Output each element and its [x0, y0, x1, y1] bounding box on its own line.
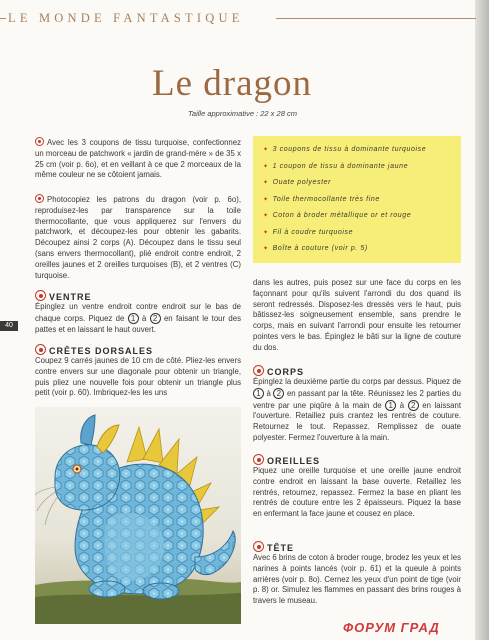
page-title: Le dragon [152, 63, 313, 104]
ventre-heading: VENTRE [35, 289, 92, 302]
ventre-text: Épinglez un ventre endroit contre endroit sur le bas de chaque corps. Piquez de 1 à 2 en faisant le tour des pattes et en laissant le haut ouvert. [35, 302, 241, 334]
cretes-heading: CRÊTES DORSALES [35, 343, 153, 356]
step-marker: 2 [150, 313, 161, 324]
oreilles-heading: OREILLES [253, 453, 320, 466]
intro-paragraph-2: Photocopiez les patrons du dragon (voir p. 6o), reproduisez-les par transparence sur la toile thermocollante, que vous appliquerez sur l'envers du patchwork, et découpez-les pour obtenir les gabarits. Découpez ainsi 2 corps (A). Découpez dans le tissu seul (sans envers thermocollant), plié endroit contre endroit, 2 oreilles jaunes et 2 oreilles turquoises (B), et 2 ventres (C) turquoise. [35, 195, 241, 280]
bullet-icon [253, 365, 264, 376]
cretes-text: Coupez 9 carrés jaunes de 10 cm de côté. Pliez-les envers contre envers sur une diagonale pour obtenir un triangle, puis pliez une nouvelle fois pour obtenir un triangle plus petit (voir p. 60). Imbriquez-les les uns [35, 356, 241, 398]
bullet-icon [35, 290, 46, 301]
supply-item: ✦ Ouate polyester [263, 175, 461, 192]
step-marker: 1 [253, 388, 264, 399]
page-number: 40 [0, 321, 18, 331]
tete-text: Avec 6 brins de coton à broder rouge, brodez les yeux et les narines à points lancés (voir p. 61) et la queule à points arrières (voir p. 8o). Cernez les yeux d'un point de tige (voir p. 8) or. Simulez les flammes en passant des brins rouges à travers le museau. [253, 553, 461, 606]
step-marker: 1 [385, 400, 396, 411]
tete-heading: TÊTE [253, 540, 294, 553]
header-rule [0, 18, 6, 19]
bullet-icon [35, 344, 46, 355]
corps-heading: CORPS [253, 364, 304, 377]
continued-text: dans les autres, puis posez sur une face du corps en les façonnant pour qu'ils suivent l'arrondi du dos quand ils seront redressés. Disposez-les dressés vers le haut, puis bâtissez-les soigneusement ensemble, sans prendre le corps, mais en suivant l'arrondi pour ensuite les retourner pointes vers le bas. Épinglez le bâti sur la ligne de couture du dos. [253, 278, 461, 352]
supply-item: ✦ 3 coupons de tissu à dominante turquoise [263, 142, 461, 159]
supply-item: ✦ Toile thermocollante très fine [263, 192, 461, 209]
bullet-icon [35, 137, 44, 146]
size-label: Taille approximative : 22 x 28 cm [188, 109, 297, 118]
supply-item: ✦ Coton à broder métallique or et rouge [263, 208, 461, 225]
dragon-photo [35, 407, 241, 624]
supply-item: ✦ Boîte à couture (voir p. 5) [263, 241, 461, 258]
bullet-icon [253, 541, 264, 552]
oreilles-text: Piquez une oreille turquoise et une oreille jaune endroit contre endroit en laissant la base ouverte. Retaillez les rentrés, retournez, repassez. Fermez la base en pliant les rentrés de couture entre les 2 épaisseurs. Piquez la base en enfermant la face jaune et cousez en place. [253, 466, 461, 519]
bullet-icon [35, 194, 44, 203]
supply-item: ✦ 1 coupon de tissu à dominante jaune [263, 159, 461, 176]
supply-item: ✦ Fil à coudre turquoise [263, 225, 461, 242]
page-binding-edge [475, 0, 489, 640]
step-marker: 1 [128, 313, 139, 324]
corps-text: Épinglez la deuxième partie du corps par dessus. Piquez de 1 à 2 en passant par la tête. Réunissez les 2 parties du ventre par une piqûre à la main de 1 à 2 en laissant l'ouverture. Retaillez puis crantez les rentrés de couture. Retournez le tout. Repassez. Remplissez de ouate polyester. Fermez l'ouverture à la main. [253, 377, 461, 442]
watermark-logo: ФОРУМ ГРАД [343, 620, 440, 635]
section-title: LE MONDE FANTASTIQUE [8, 11, 244, 25]
step-marker: 2 [273, 388, 284, 399]
supplies-box [253, 136, 461, 263]
intro-paragraph-1: Avec les 3 coupons de tissu turquoise, confectionnez un morceau de patchwork « jardin de grand-mère » de 35 x 25 cm (voir p. 6o), et en veillant à ce que 2 morceaux de la même couleur ne se côtoient jamais. [35, 138, 241, 180]
header-rule [276, 18, 476, 19]
step-marker: 2 [408, 400, 419, 411]
bullet-icon [253, 454, 264, 465]
